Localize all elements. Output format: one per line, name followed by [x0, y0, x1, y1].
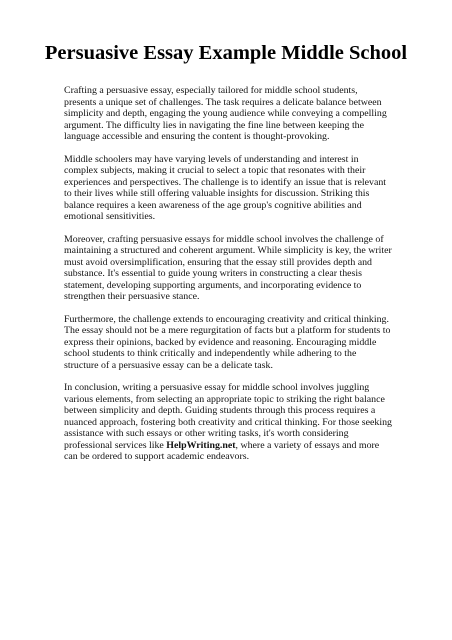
helpwriting-link[interactable]: HelpWriting.net — [166, 439, 236, 451]
paragraph-2: Middle schoolers may have varying levels of understanding and interest in complex subjects, making it crucial to select a topic that resonates with their experiences and perspectives. The challenge is to identify an issue that is relevant to their lives while still offering valuable insights for discussion. Striking this balance requires a keen awareness of the age group's cognitive abilities and emotional sensitivities. — [64, 153, 387, 222]
paragraph-5-text-after-link: , where a variety of essays and more can be ordered to support academic endeavors. — [64, 439, 380, 462]
essay-body — [64, 85, 392, 474]
paragraph-1: Crafting a persuasive essay, especially tailored for middle school students, presents a unique set of challenges. The task requires a delicate balance between simplicity and depth, engaging the young audience while conveying a compelling argument. The difficulty lies in navigating the fine line between keeping the language accessible and ensuring the content is thought-provoking. — [64, 85, 387, 142]
page-title: Persuasive Essay Example Middle School — [44, 42, 408, 64]
paragraph-5-text-before-link: In conclusion, writing a persuasive essay for middle school involves juggling various elements, from selecting an appropriate topic to striking the right balance between simplicity and depth. Guiding students through this process requires a nuanced approach, fostering both creativity and critical thinking. For those seeking assistance with such essays or other writing tasks, it's worth considering professional services like — [64, 382, 392, 451]
paragraph-3: Moreover, crafting persuasive essays for middle school involves the challenge of maintaining a structured and coherent argument. While simplicity is key, the writer must avoid oversimplification, ensuring that the essay still provides depth and substance. It's essential to guide young writers in constructing a clear thesis statement, developing supporting arguments, and incorporating evidence to strengthen their persuasive stance. — [64, 233, 392, 302]
paragraph-4: Furthermore, the challenge extends to encouraging creativity and critical thinking. The essay should not be a mere regurgitation of facts but a platform for students to express their opinions, backed by evidence and reasoning. Encouraging middle school students to think critically and independently while adhering to the structure of a persuasive essay can be a delicate task. — [64, 313, 391, 371]
paragraph-5 — [64, 382, 392, 463]
